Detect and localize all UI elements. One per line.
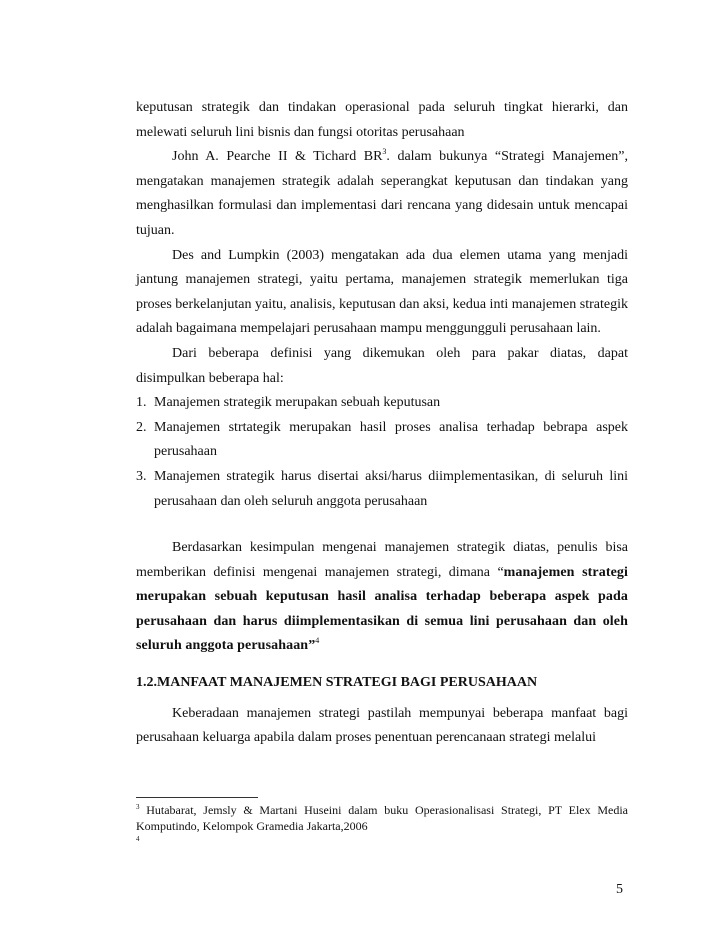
footnote-divider: [136, 797, 258, 798]
paragraph-2-text-a: John A. Pearche II & Tichard BR: [172, 149, 383, 165]
paragraph-3: Des and Lumpkin (2003) mengatakan ada dua elemen utama yang menjadi jantung manajemen strategi, yaitu pertama, manajemen strategik memerlukan tiga proses berkelanjutan yaitu, analisis, keputusan dan aksi, kedua inti manajemen strategik adalah bagaimana mempelajari perusahaan mampu menggungguli perusahaan lain.: [136, 247, 628, 337]
footnote-ref-4[interactable]: 4: [315, 636, 320, 646]
paragraph-2: [136, 145, 628, 243]
paragraph-1: keputusan strategik dan tindakan operasional pada seluruh tingkat hierarki, dan melewati seluruh lini bisnis dan fungsi otoritas perusahaan: [136, 100, 628, 140]
list-item-number: 1.: [136, 395, 147, 411]
list-item: [136, 391, 628, 416]
list-item-number: 3.: [136, 468, 147, 484]
list-item-text: Manajemen strtategik merupakan hasil proses analisa terhadap bebrapa aspek perusahaan: [154, 419, 628, 460]
footnote-number: 3: [136, 803, 140, 811]
list-item: [136, 465, 628, 514]
section-heading: 1.2.MANFAAT MANAJEMEN STRATEGI BAGI PERUSAHAAN: [136, 675, 538, 691]
spacer: [136, 514, 628, 536]
paragraph-5: [136, 536, 628, 659]
page-number: 5: [616, 882, 623, 897]
paragraph-5-text: Berdasarkan kesimpulan mengenai manajemen strategik diatas, penulis bisa memberikan definisi mengenai manajemen strategi, dimana “: [136, 540, 628, 580]
conclusion-list: [136, 391, 628, 514]
paragraph-4: Dari beberapa definisi yang dikemukan oleh para pakar diatas, dapat disimpulkan beberapa hal:: [136, 345, 628, 386]
list-item: [136, 416, 628, 465]
footnote-text: Hutabarat, Jemsly & Martani Huseini dalam buku Operasionalisasi Strategi, PT Elex Media Komputindo, Kelompok Gramedia Jakarta,2006: [136, 803, 628, 833]
list-item-number: 2.: [136, 419, 147, 435]
body-text: [136, 96, 628, 751]
footnote-3: [136, 802, 628, 834]
footnote-ref-3[interactable]: 3: [382, 147, 387, 157]
paragraph-2-text-b: . dalam bukunya “Strategi Manajemen”, mengatakan manajemen strategik adalah seperangkat keputusan dan tindakan yang menghasilkan formulasi dan implementasi dari rencana yang didesain untuk mencapai tujuan.: [136, 149, 628, 238]
footnote-4: [136, 834, 628, 850]
list-item-text: Manajemen strategik harus disertai aksi/harus diimplementasikan, di seluruh lini perusahaan dan oleh seluruh anggota perusahaan: [154, 468, 628, 509]
footnote-number: 4: [136, 835, 140, 843]
paragraph-5-definition: manajemen strategi merupakan sebuah keputusan hasil analisa terhadap beberapa aspek pada perusahaan dan harus diimplementasikan di semua lini perusahaan dan oleh seluruh anggota perusahaan”: [136, 564, 628, 654]
footnotes: [136, 802, 628, 850]
paragraph-6: Keberadaan manajemen strategi pastilah mempunyai beberapa manfaat bagi perusahaan keluarga apabila dalam proses penentuan perencanaan strategi melalui: [136, 705, 628, 746]
list-item-text: Manajemen strategik merupakan sebuah keputusan: [154, 395, 441, 411]
